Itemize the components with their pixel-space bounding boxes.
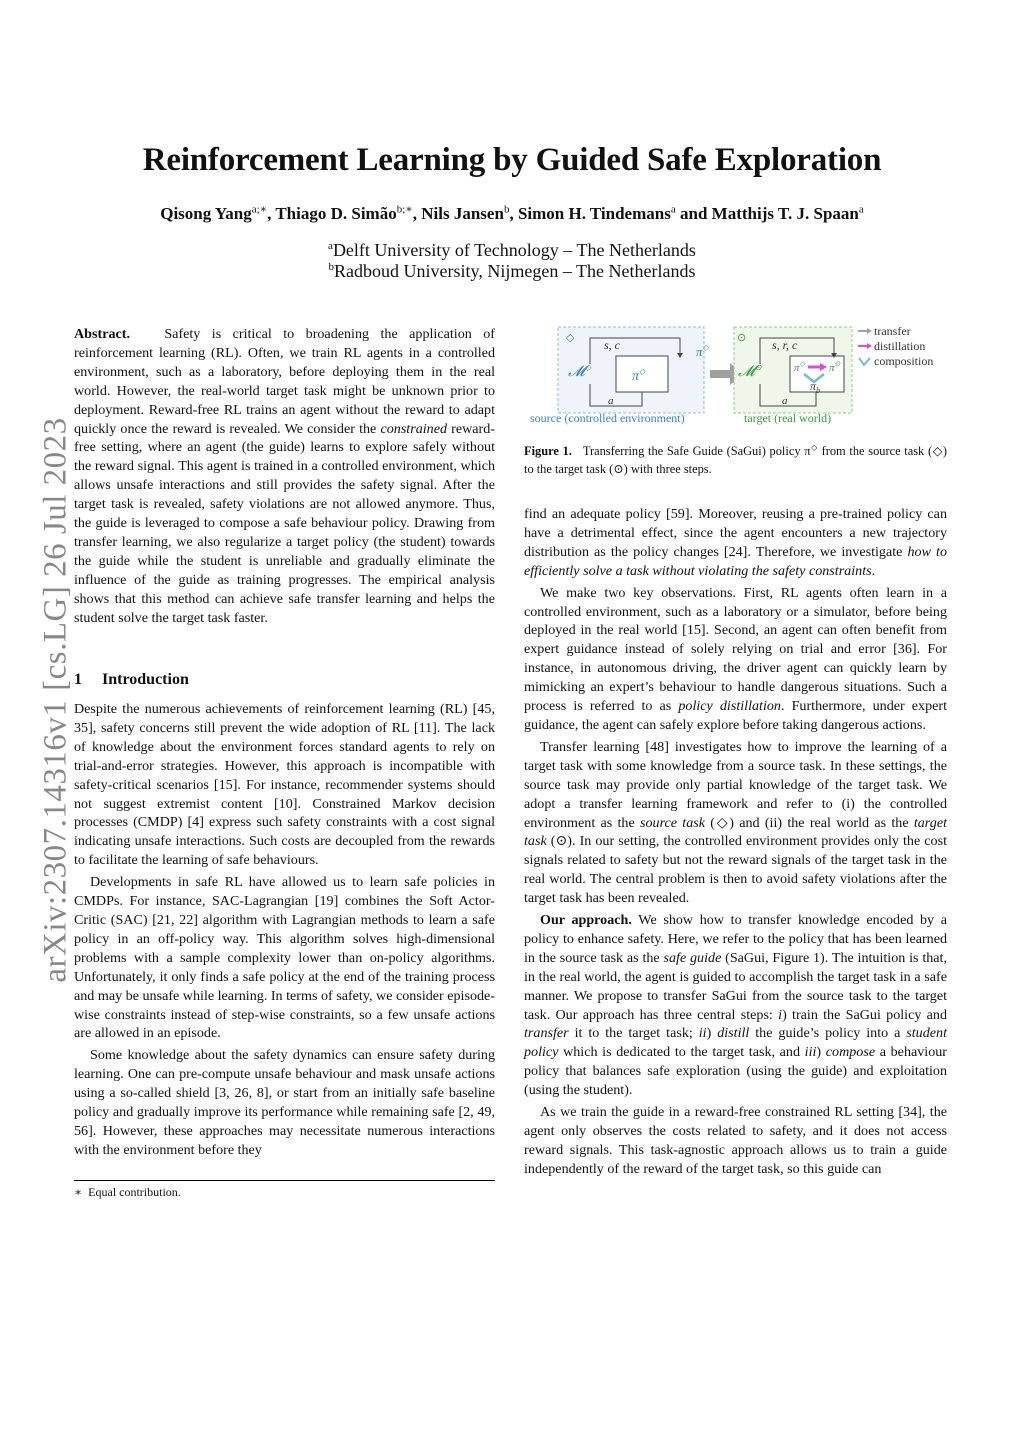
abstract-label: Abstract. [74,326,130,342]
paragraph: find an adequate policy [59]. Moreover, reusing a pre-trained policy can have a detrimental effect, since the agent encounters a new trajectory distribution as the policy changes [24]. Therefore, we investigate how to efficiently solve a task without violating the safety constraints. [524,506,948,579]
source-caption: source (controlled environment) [530,411,685,425]
behaviour-policy-label: $\pi_b$ [810,379,821,395]
right-column-body [524,505,947,1179]
target-src-label: s, r, c [772,338,798,352]
paragraph: Developments in safe RL have allowed us to learn safe policies in CMDPs. For instance, SAC-Lagrangian [19] combines the Soft Actor-Critic (SAC) [21, 22] algorithm with Lagrangian methods to learn a safe policy in an off-policy way. This algorithm solves high-dimensional problems with a sample complexity lower than on-policy algorithms. Unfortunately, it only finds a safe policy at the end of the training process and may be unsafe while learning. In terms of safety, we consider episode-wise constraints instead of step-wise constraints, so a few unsafe actions are allowed in an episode. [74,874,495,1042]
paragraph: Some knowledge about the safety dynamics can ensure safety during learning. One can pre-compute unsafe behaviour and mask unsafe actions using a so-called shield [3, 26, 8], or start from an initially safe baseline policy and gradually improve its performance while remaining safe [2, 49, 56]. However, these approaches may necessitate numerous interactions with the environment before they [74,1047,495,1158]
footnote: ∗ Equal contribution. [74,1185,181,1199]
transfer-policy-label: π◇ [696,343,709,359]
source-policy-label: π◇ [632,367,646,384]
target-guide-label: π◇ [794,360,805,374]
source-sc-label: s, c [604,338,620,352]
section-heading-introduction: 1 Introduction [74,671,189,688]
source-mdp-label: 𝓜◇ [568,363,591,380]
author: Simon H. Tindemans$^a$ and [517,203,712,223]
author-list [0,202,1024,224]
target-odot-icon: ⊙ [737,332,747,344]
arxiv-identifier: arXiv:2307.14316v1 [cs.LG] 26 Jul 2023 [37,417,74,983]
our-approach-label: Our approach. [540,912,632,929]
abstract: Abstract. Safety is critical to broadening the application of reinforcement learning (RL). Often, we train RL agents in a controlled environment, such as a laboratory, before deploying them in the real world. However, the real-world target task might be unknown prior to deployment. Reward-free RL trains an agent without the reward to adapt quickly once the reward is revealed. We consider the constrained reward-free setting, where an agent (the guide) learns to explore safely without the reward signal. This agent is trained in a controlled environment, which allows unsafe interactions and still provides the safety signal. After the target task is revealed, safety violations are not allowed anymore. Thus, the guide is leveraged to compose a safe behaviour policy. Drawing from transfer learning, we also regularize a target policy (the student) towards the guide while the student is unreliable and gradually eliminate the influence of the guide as training progresses. The empirical analysis shows that this method can achieve safe transfer learning and helps the student solve the target task faster. [74,326,495,626]
author: Matthijs T. J. Spaan$^a$ [711,203,864,223]
paragraph: Despite the numerous achievements of reinforcement learning (RL) [45, 35], safety concerns still prevent the wide adoption of RL [11]. The lack of knowledge about the environment forces standard agents to rely on trial-and-error strategies. However, this approach is incompatible with safety-critical scenarios [15]. For instance, recommender systems should not suggest extremist content [10]. Constrained Markov decision processes (CMDP) [4] express such safety constraints with a cost signal indicating unsafe interactions. Such costs are decoupled from the rewards to facilitate the learning of safe behaviours. [74,701,495,869]
affiliation-a: $^a$Delft University of Technology – The Netherlands [328,240,696,260]
legend-transfer: transfer [874,324,911,338]
target-caption: target (real world) [744,411,832,425]
paper-title: Reinforcement Learning by Guided Safe Exploration [142,142,882,178]
introduction-body [74,700,495,1160]
target-action-label: a [782,395,788,407]
legend-composition: composition [874,354,934,368]
paragraph: Transfer learning [48] investigates how to improve the learning of a target task with some knowledge from a source task. In these settings, the source task may provide only partial knowledge of the target task. We adopt a transfer learning framework and refer to (i) the controlled environment as the source task (◇) and (ii) the real world as the target task (⊙). In our setting, the controlled environment provides only the cost signals related to safety but not the reward signals of the target task in the real world. The central problem is then to avoid safety violations after the target task has been revealed. [524,738,947,907]
author: Nils Jansen$^b$, [421,203,518,223]
source-diamond-icon: ◇ [566,332,575,344]
legend-distillation: distillation [874,339,926,353]
affiliation-b: $^b$Radboud University, Nijmegen – The Netherlands [328,261,696,281]
figure-1-caption: Figure 1. Transferring the Safe Guide (SaGui) policy π◇ from the source task (◇) to the target task (⊙) with three steps. [524,443,947,477]
paragraph: As we train the guide in a reward-free constrained RL setting [34], the agent only observes the costs related to safety, and it does not access reward signals. This task-agnostic approach allows us to train a guide independently of the reward of the target task, so this guide can [524,1104,947,1177]
paragraph: We make two key observations. First, RL agents often learn in a controlled environment, such as a laboratory or a simulator, before being deployed in the real world [15]. Second, an agent can often benefit from expert guidance instead of solely relying on trial and error [36]. For instance, in autonomous driving, the driver agent can quickly learn by mimicking an expert’s behaviour to handle dangerous situations. Such a process is referred to as policy distillation. Furthermore, under expert guidance, the agent can safely explore before taking dangerous actions. [524,584,948,733]
author: Thiago D. Simão$^{b;∗}$, [275,203,422,223]
paragraph: Our approach. We show how to transfer knowledge encoded by a policy to enhance safety. Here, we refer to the policy that has been learned in the source task as the safe guide (SaGui, Figure 1). The intuition is that, in the real world, the agent is guided to accomplish the target task in a safe manner. We propose to transfer SaGui from the source task to the target task. Our approach has three central steps: i) train the SaGui policy and transfer it to the target task; ii) distill the guide’s policy into a student policy which is dedicated to the target task, and iii) compose a behaviour policy that balances safe exploration (using the guide) and exploitation (using the student). [524,912,948,1099]
target-mdp-label: 𝓜⊙ [738,363,762,380]
footnote-rule [74,1180,495,1181]
target-student-label: π⊙ [829,360,841,374]
author: Qisong Yang$^{a;∗}$, [160,203,276,223]
figure-1-diagram [524,322,964,430]
source-action-label: a [608,395,614,407]
